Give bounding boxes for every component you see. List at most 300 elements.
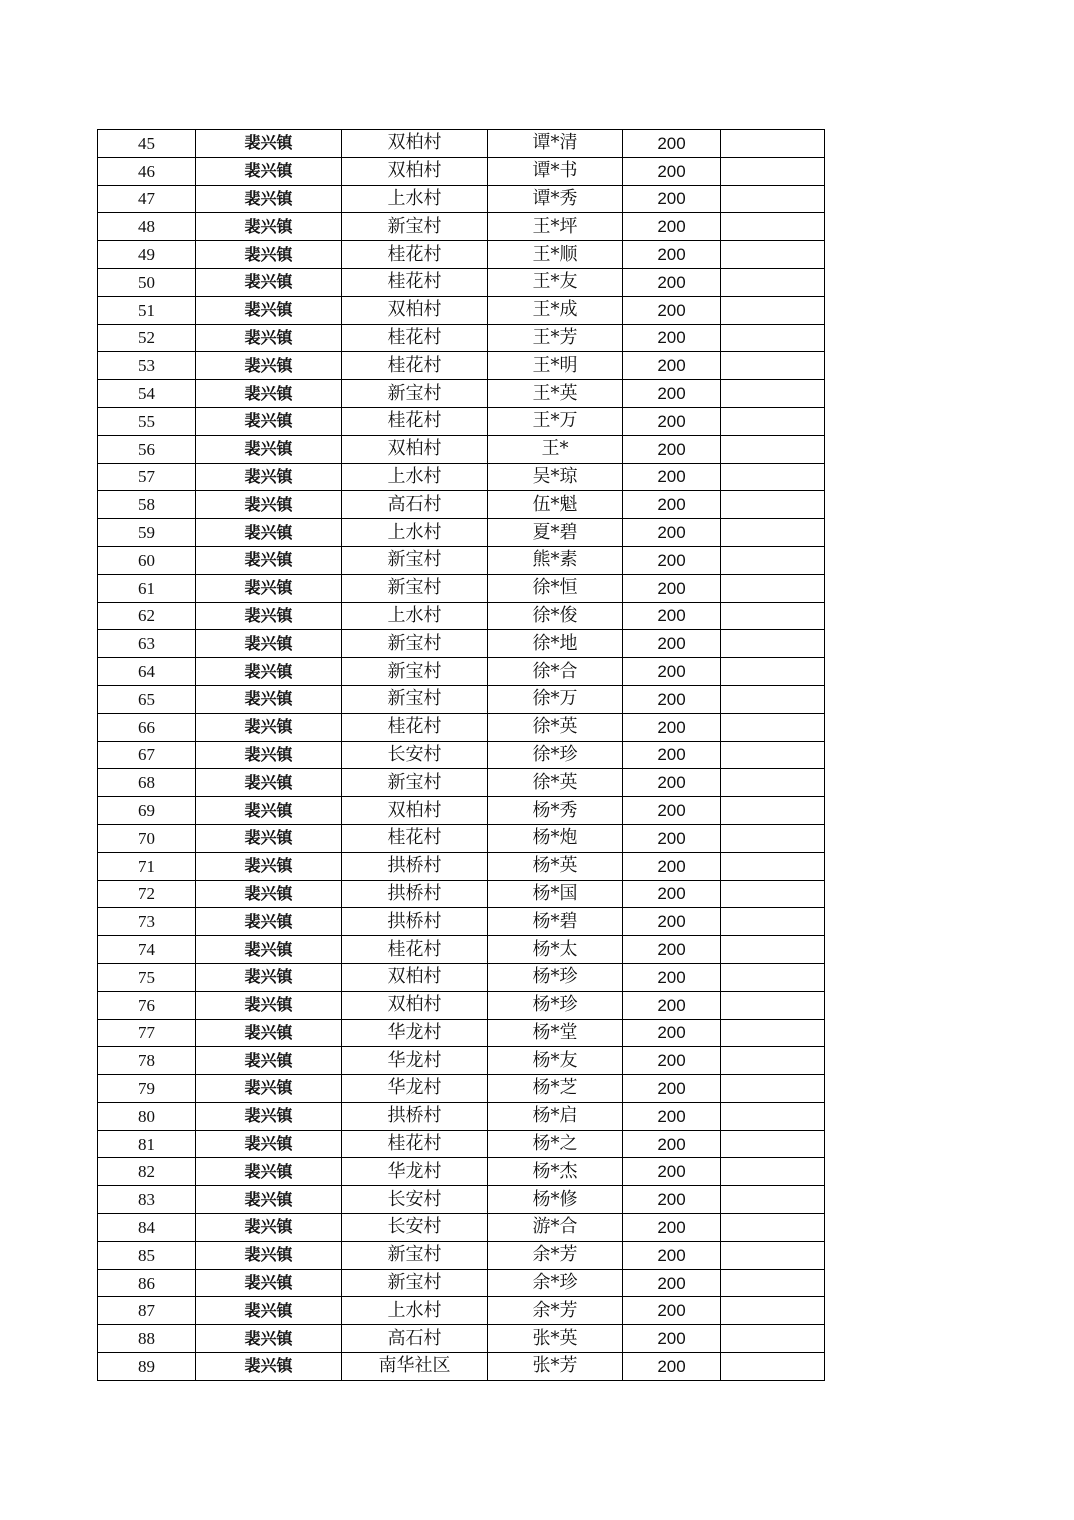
village-cell: 桂花村 <box>342 936 488 964</box>
row-number-cell: 59 <box>98 519 196 547</box>
note-cell <box>721 1214 825 1242</box>
table-row <box>98 213 825 241</box>
table-row <box>98 574 825 602</box>
table-row <box>98 1186 825 1214</box>
table-row <box>98 991 825 1019</box>
amount-cell: 200 <box>623 936 721 964</box>
town-cell: 裴兴镇 <box>196 713 342 741</box>
amount-cell: 200 <box>623 963 721 991</box>
row-number-cell: 50 <box>98 268 196 296</box>
village-cell: 双柏村 <box>342 157 488 185</box>
village-cell: 华龙村 <box>342 1158 488 1186</box>
town-cell: 裴兴镇 <box>196 1297 342 1325</box>
row-number-cell: 76 <box>98 991 196 1019</box>
amount-cell: 200 <box>623 602 721 630</box>
village-cell: 长安村 <box>342 1214 488 1242</box>
row-number-cell: 56 <box>98 435 196 463</box>
person-name-cell: 杨*珍 <box>488 991 623 1019</box>
row-number-cell: 86 <box>98 1269 196 1297</box>
town-cell: 裴兴镇 <box>196 1241 342 1269</box>
note-cell <box>721 574 825 602</box>
row-number-cell: 63 <box>98 630 196 658</box>
note-cell <box>721 491 825 519</box>
person-name-cell: 张*芳 <box>488 1353 623 1381</box>
note-cell <box>721 1130 825 1158</box>
village-cell: 新宝村 <box>342 1241 488 1269</box>
amount-cell: 200 <box>623 630 721 658</box>
town-cell: 裴兴镇 <box>196 213 342 241</box>
town-cell: 裴兴镇 <box>196 157 342 185</box>
town-cell: 裴兴镇 <box>196 1214 342 1242</box>
village-cell: 桂花村 <box>342 824 488 852</box>
town-cell: 裴兴镇 <box>196 936 342 964</box>
table-row <box>98 1325 825 1353</box>
row-number-cell: 58 <box>98 491 196 519</box>
town-cell: 裴兴镇 <box>196 1325 342 1353</box>
village-cell: 上水村 <box>342 463 488 491</box>
table-row <box>98 1297 825 1325</box>
note-cell <box>721 435 825 463</box>
town-cell: 裴兴镇 <box>196 463 342 491</box>
table-row <box>98 685 825 713</box>
amount-cell: 200 <box>623 1158 721 1186</box>
amount-cell: 200 <box>623 519 721 547</box>
amount-cell: 200 <box>623 797 721 825</box>
note-cell <box>721 769 825 797</box>
village-cell: 高石村 <box>342 491 488 519</box>
roster-table-body <box>98 130 825 1381</box>
person-name-cell: 王*芳 <box>488 324 623 352</box>
person-name-cell: 吴*琼 <box>488 463 623 491</box>
table-row <box>98 1102 825 1130</box>
table-row <box>98 1353 825 1381</box>
person-name-cell: 游*合 <box>488 1214 623 1242</box>
amount-cell: 200 <box>623 1047 721 1075</box>
town-cell: 裴兴镇 <box>196 658 342 686</box>
note-cell <box>721 380 825 408</box>
person-name-cell: 熊*素 <box>488 546 623 574</box>
person-name-cell: 王*坪 <box>488 213 623 241</box>
town-cell: 裴兴镇 <box>196 685 342 713</box>
village-cell: 桂花村 <box>342 407 488 435</box>
person-name-cell: 王*友 <box>488 268 623 296</box>
village-cell: 拱桥村 <box>342 1102 488 1130</box>
amount-cell: 200 <box>623 685 721 713</box>
village-cell: 拱桥村 <box>342 880 488 908</box>
table-row <box>98 936 825 964</box>
town-cell: 裴兴镇 <box>196 908 342 936</box>
table-row <box>98 1241 825 1269</box>
person-name-cell: 王*顺 <box>488 241 623 269</box>
village-cell: 双柏村 <box>342 991 488 1019</box>
note-cell <box>721 1019 825 1047</box>
amount-cell: 200 <box>623 1241 721 1269</box>
table-row <box>98 797 825 825</box>
amount-cell: 200 <box>623 852 721 880</box>
person-name-cell: 徐*万 <box>488 685 623 713</box>
village-cell: 新宝村 <box>342 213 488 241</box>
person-name-cell: 杨*启 <box>488 1102 623 1130</box>
person-name-cell: 杨*之 <box>488 1130 623 1158</box>
village-cell: 拱桥村 <box>342 852 488 880</box>
amount-cell: 200 <box>623 1214 721 1242</box>
note-cell <box>721 630 825 658</box>
village-cell: 长安村 <box>342 741 488 769</box>
note-cell <box>721 713 825 741</box>
amount-cell: 200 <box>623 741 721 769</box>
village-cell: 新宝村 <box>342 380 488 408</box>
note-cell <box>721 185 825 213</box>
town-cell: 裴兴镇 <box>196 769 342 797</box>
table-row <box>98 908 825 936</box>
table-row <box>98 546 825 574</box>
table-row <box>98 852 825 880</box>
note-cell <box>721 936 825 964</box>
row-number-cell: 78 <box>98 1047 196 1075</box>
town-cell: 裴兴镇 <box>196 296 342 324</box>
table-row <box>98 658 825 686</box>
village-cell: 上水村 <box>342 185 488 213</box>
village-cell: 新宝村 <box>342 769 488 797</box>
row-number-cell: 72 <box>98 880 196 908</box>
town-cell: 裴兴镇 <box>196 574 342 602</box>
village-cell: 新宝村 <box>342 1269 488 1297</box>
amount-cell: 200 <box>623 713 721 741</box>
row-number-cell: 79 <box>98 1075 196 1103</box>
person-name-cell: 王* <box>488 435 623 463</box>
village-cell: 南华社区 <box>342 1353 488 1381</box>
row-number-cell: 71 <box>98 852 196 880</box>
town-cell: 裴兴镇 <box>196 991 342 1019</box>
row-number-cell: 73 <box>98 908 196 936</box>
note-cell <box>721 824 825 852</box>
amount-cell: 200 <box>623 324 721 352</box>
town-cell: 裴兴镇 <box>196 241 342 269</box>
person-name-cell: 杨*珍 <box>488 963 623 991</box>
note-cell <box>721 1075 825 1103</box>
person-name-cell: 余*珍 <box>488 1269 623 1297</box>
person-name-cell: 谭*书 <box>488 157 623 185</box>
amount-cell: 200 <box>623 1325 721 1353</box>
row-number-cell: 66 <box>98 713 196 741</box>
table-row <box>98 963 825 991</box>
person-name-cell: 徐*英 <box>488 713 623 741</box>
town-cell: 裴兴镇 <box>196 852 342 880</box>
note-cell <box>721 1353 825 1381</box>
town-cell: 裴兴镇 <box>196 741 342 769</box>
town-cell: 裴兴镇 <box>196 797 342 825</box>
village-cell: 新宝村 <box>342 546 488 574</box>
person-name-cell: 王*成 <box>488 296 623 324</box>
village-cell: 双柏村 <box>342 130 488 158</box>
village-cell: 华龙村 <box>342 1075 488 1103</box>
note-cell <box>721 324 825 352</box>
row-number-cell: 74 <box>98 936 196 964</box>
town-cell: 裴兴镇 <box>196 324 342 352</box>
note-cell <box>721 685 825 713</box>
row-number-cell: 80 <box>98 1102 196 1130</box>
table-row <box>98 185 825 213</box>
town-cell: 裴兴镇 <box>196 1269 342 1297</box>
note-cell <box>721 296 825 324</box>
town-cell: 裴兴镇 <box>196 1019 342 1047</box>
table-row <box>98 130 825 158</box>
amount-cell: 200 <box>623 824 721 852</box>
note-cell <box>721 963 825 991</box>
amount-cell: 200 <box>623 352 721 380</box>
note-cell <box>721 546 825 574</box>
person-name-cell: 谭*秀 <box>488 185 623 213</box>
row-number-cell: 64 <box>98 658 196 686</box>
note-cell <box>721 268 825 296</box>
person-name-cell: 杨*堂 <box>488 1019 623 1047</box>
row-number-cell: 60 <box>98 546 196 574</box>
row-number-cell: 49 <box>98 241 196 269</box>
town-cell: 裴兴镇 <box>196 1075 342 1103</box>
note-cell <box>721 1186 825 1214</box>
row-number-cell: 51 <box>98 296 196 324</box>
row-number-cell: 89 <box>98 1353 196 1381</box>
row-number-cell: 83 <box>98 1186 196 1214</box>
village-cell: 双柏村 <box>342 797 488 825</box>
village-cell: 长安村 <box>342 1186 488 1214</box>
note-cell <box>721 1325 825 1353</box>
note-cell <box>721 602 825 630</box>
table-row <box>98 713 825 741</box>
row-number-cell: 68 <box>98 769 196 797</box>
amount-cell: 200 <box>623 1186 721 1214</box>
note-cell <box>721 130 825 158</box>
person-name-cell: 杨*太 <box>488 936 623 964</box>
roster-table <box>97 129 825 1381</box>
table-row <box>98 491 825 519</box>
amount-cell: 200 <box>623 546 721 574</box>
table-row <box>98 1019 825 1047</box>
town-cell: 裴兴镇 <box>196 546 342 574</box>
row-number-cell: 53 <box>98 352 196 380</box>
row-number-cell: 75 <box>98 963 196 991</box>
note-cell <box>721 407 825 435</box>
row-number-cell: 88 <box>98 1325 196 1353</box>
person-name-cell: 杨*芝 <box>488 1075 623 1103</box>
town-cell: 裴兴镇 <box>196 1186 342 1214</box>
person-name-cell: 杨*秀 <box>488 797 623 825</box>
person-name-cell: 伍*魁 <box>488 491 623 519</box>
row-number-cell: 81 <box>98 1130 196 1158</box>
town-cell: 裴兴镇 <box>196 491 342 519</box>
person-name-cell: 徐*合 <box>488 658 623 686</box>
amount-cell: 200 <box>623 1130 721 1158</box>
village-cell: 新宝村 <box>342 630 488 658</box>
table-row <box>98 157 825 185</box>
note-cell <box>721 741 825 769</box>
amount-cell: 200 <box>623 991 721 1019</box>
table-row <box>98 769 825 797</box>
row-number-cell: 67 <box>98 741 196 769</box>
note-cell <box>721 213 825 241</box>
table-row <box>98 1047 825 1075</box>
village-cell: 双柏村 <box>342 435 488 463</box>
row-number-cell: 45 <box>98 130 196 158</box>
village-cell: 桂花村 <box>342 324 488 352</box>
amount-cell: 200 <box>623 491 721 519</box>
village-cell: 上水村 <box>342 1297 488 1325</box>
note-cell <box>721 852 825 880</box>
town-cell: 裴兴镇 <box>196 1047 342 1075</box>
note-cell <box>721 991 825 1019</box>
amount-cell: 200 <box>623 130 721 158</box>
table-row <box>98 1158 825 1186</box>
amount-cell: 200 <box>623 463 721 491</box>
person-name-cell: 杨*碧 <box>488 908 623 936</box>
person-name-cell: 杨*友 <box>488 1047 623 1075</box>
amount-cell: 200 <box>623 241 721 269</box>
amount-cell: 200 <box>623 908 721 936</box>
table-row <box>98 880 825 908</box>
table-row <box>98 1214 825 1242</box>
note-cell <box>721 658 825 686</box>
town-cell: 裴兴镇 <box>196 880 342 908</box>
row-number-cell: 77 <box>98 1019 196 1047</box>
note-cell <box>721 908 825 936</box>
note-cell <box>721 1297 825 1325</box>
row-number-cell: 85 <box>98 1241 196 1269</box>
person-name-cell: 杨*国 <box>488 880 623 908</box>
amount-cell: 200 <box>623 658 721 686</box>
village-cell: 新宝村 <box>342 685 488 713</box>
row-number-cell: 55 <box>98 407 196 435</box>
row-number-cell: 47 <box>98 185 196 213</box>
row-number-cell: 57 <box>98 463 196 491</box>
village-cell: 桂花村 <box>342 268 488 296</box>
village-cell: 桂花村 <box>342 713 488 741</box>
town-cell: 裴兴镇 <box>196 185 342 213</box>
village-cell: 拱桥村 <box>342 908 488 936</box>
note-cell <box>721 352 825 380</box>
village-cell: 双柏村 <box>342 296 488 324</box>
table-row <box>98 1269 825 1297</box>
table-row <box>98 463 825 491</box>
table-row <box>98 519 825 547</box>
amount-cell: 200 <box>623 296 721 324</box>
note-cell <box>721 519 825 547</box>
village-cell: 桂花村 <box>342 352 488 380</box>
town-cell: 裴兴镇 <box>196 1353 342 1381</box>
row-number-cell: 87 <box>98 1297 196 1325</box>
amount-cell: 200 <box>623 380 721 408</box>
person-name-cell: 王*万 <box>488 407 623 435</box>
table-row <box>98 630 825 658</box>
amount-cell: 200 <box>623 435 721 463</box>
row-number-cell: 48 <box>98 213 196 241</box>
person-name-cell: 杨*杰 <box>488 1158 623 1186</box>
village-cell: 桂花村 <box>342 1130 488 1158</box>
village-cell: 华龙村 <box>342 1047 488 1075</box>
person-name-cell: 夏*碧 <box>488 519 623 547</box>
row-number-cell: 52 <box>98 324 196 352</box>
person-name-cell: 徐*地 <box>488 630 623 658</box>
row-number-cell: 46 <box>98 157 196 185</box>
town-cell: 裴兴镇 <box>196 602 342 630</box>
person-name-cell: 杨*英 <box>488 852 623 880</box>
town-cell: 裴兴镇 <box>196 435 342 463</box>
row-number-cell: 65 <box>98 685 196 713</box>
amount-cell: 200 <box>623 1102 721 1130</box>
village-cell: 上水村 <box>342 519 488 547</box>
note-cell <box>721 1269 825 1297</box>
table-row <box>98 602 825 630</box>
person-name-cell: 徐*俊 <box>488 602 623 630</box>
table-row <box>98 1130 825 1158</box>
amount-cell: 200 <box>623 1269 721 1297</box>
table-row <box>98 324 825 352</box>
row-number-cell: 62 <box>98 602 196 630</box>
row-number-cell: 84 <box>98 1214 196 1242</box>
person-name-cell: 杨*修 <box>488 1186 623 1214</box>
person-name-cell: 徐*珍 <box>488 741 623 769</box>
village-cell: 新宝村 <box>342 658 488 686</box>
town-cell: 裴兴镇 <box>196 1102 342 1130</box>
note-cell <box>721 797 825 825</box>
table-row <box>98 241 825 269</box>
town-cell: 裴兴镇 <box>196 380 342 408</box>
note-cell <box>721 463 825 491</box>
row-number-cell: 69 <box>98 797 196 825</box>
village-cell: 华龙村 <box>342 1019 488 1047</box>
person-name-cell: 谭*清 <box>488 130 623 158</box>
town-cell: 裴兴镇 <box>196 352 342 380</box>
amount-cell: 200 <box>623 1297 721 1325</box>
person-name-cell: 余*芳 <box>488 1297 623 1325</box>
person-name-cell: 徐*英 <box>488 769 623 797</box>
amount-cell: 200 <box>623 407 721 435</box>
table-row <box>98 296 825 324</box>
amount-cell: 200 <box>623 213 721 241</box>
amount-cell: 200 <box>623 185 721 213</box>
person-name-cell: 张*英 <box>488 1325 623 1353</box>
table-row <box>98 1075 825 1103</box>
note-cell <box>721 880 825 908</box>
table-row <box>98 824 825 852</box>
person-name-cell: 杨*炮 <box>488 824 623 852</box>
town-cell: 裴兴镇 <box>196 519 342 547</box>
village-cell: 高石村 <box>342 1325 488 1353</box>
town-cell: 裴兴镇 <box>196 824 342 852</box>
town-cell: 裴兴镇 <box>196 630 342 658</box>
note-cell <box>721 1102 825 1130</box>
table-row <box>98 407 825 435</box>
amount-cell: 200 <box>623 574 721 602</box>
note-cell <box>721 157 825 185</box>
row-number-cell: 82 <box>98 1158 196 1186</box>
village-cell: 双柏村 <box>342 963 488 991</box>
amount-cell: 200 <box>623 769 721 797</box>
town-cell: 裴兴镇 <box>196 1158 342 1186</box>
amount-cell: 200 <box>623 1019 721 1047</box>
town-cell: 裴兴镇 <box>196 407 342 435</box>
row-number-cell: 61 <box>98 574 196 602</box>
amount-cell: 200 <box>623 1075 721 1103</box>
amount-cell: 200 <box>623 268 721 296</box>
town-cell: 裴兴镇 <box>196 268 342 296</box>
table-row <box>98 352 825 380</box>
person-name-cell: 王*英 <box>488 380 623 408</box>
note-cell <box>721 1158 825 1186</box>
table-row <box>98 435 825 463</box>
note-cell <box>721 241 825 269</box>
note-cell <box>721 1241 825 1269</box>
village-cell: 上水村 <box>342 602 488 630</box>
